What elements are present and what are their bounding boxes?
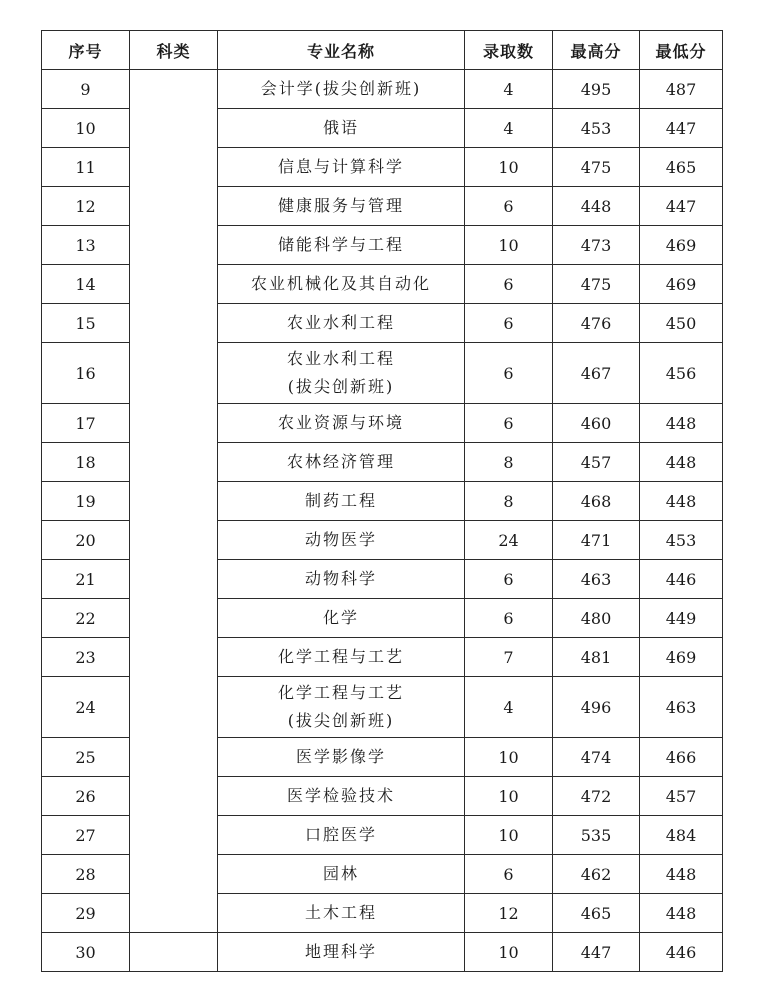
cell-serial-number: 30 bbox=[42, 933, 130, 972]
cell-lowest-score: 447 bbox=[640, 187, 723, 226]
header-lowest-score: 最低分 bbox=[640, 31, 723, 70]
cell-lowest-score: 456 bbox=[640, 343, 723, 404]
cell-serial-number: 10 bbox=[42, 109, 130, 148]
cell-admitted-count: 6 bbox=[465, 265, 553, 304]
major-name-line: 医学检验技术 bbox=[286, 786, 395, 805]
cell-major-name bbox=[218, 304, 465, 343]
cell-lowest-score: 469 bbox=[640, 226, 723, 265]
cell-admitted-count: 6 bbox=[465, 343, 553, 404]
cell-admitted-count: 10 bbox=[465, 148, 553, 187]
major-name-line: (拔尖创新班) bbox=[287, 377, 395, 396]
cell-highest-score: 462 bbox=[553, 855, 640, 894]
major-name-line: 化学工程与工艺 bbox=[277, 683, 404, 702]
cell-highest-score: 535 bbox=[553, 816, 640, 855]
cell-highest-score: 495 bbox=[553, 70, 640, 109]
table-row bbox=[42, 70, 723, 109]
cell-major-name bbox=[218, 343, 465, 404]
cell-lowest-score: 447 bbox=[640, 109, 723, 148]
cell-major-name bbox=[218, 560, 465, 599]
cell-admitted-count: 10 bbox=[465, 226, 553, 265]
cell-highest-score: 468 bbox=[553, 482, 640, 521]
cell-admitted-count: 6 bbox=[465, 404, 553, 443]
cell-serial-number: 18 bbox=[42, 443, 130, 482]
major-name-line: 农业资源与环境 bbox=[277, 413, 404, 432]
cell-admitted-count: 4 bbox=[465, 70, 553, 109]
cell-highest-score: 457 bbox=[553, 443, 640, 482]
major-name-line: 动物医学 bbox=[304, 530, 377, 549]
cell-major-name bbox=[218, 265, 465, 304]
cell-lowest-score: 448 bbox=[640, 482, 723, 521]
admission-scores-sheet bbox=[41, 30, 722, 972]
cell-serial-number: 19 bbox=[42, 482, 130, 521]
major-name-line: 农业水利工程 bbox=[286, 313, 395, 332]
cell-major-name bbox=[218, 933, 465, 972]
cell-serial-number: 21 bbox=[42, 560, 130, 599]
cell-lowest-score: 448 bbox=[640, 443, 723, 482]
major-name-line: 信息与计算科学 bbox=[277, 157, 404, 176]
cell-serial-number: 29 bbox=[42, 894, 130, 933]
cell-highest-score: 472 bbox=[553, 777, 640, 816]
cell-highest-score: 453 bbox=[553, 109, 640, 148]
cell-admitted-count: 4 bbox=[465, 109, 553, 148]
cell-lowest-score: 463 bbox=[640, 677, 723, 738]
major-name-line: 地理科学 bbox=[304, 942, 377, 961]
cell-admitted-count: 10 bbox=[465, 933, 553, 972]
cell-lowest-score: 469 bbox=[640, 265, 723, 304]
cell-admitted-count: 10 bbox=[465, 777, 553, 816]
header-category: 科类 bbox=[130, 31, 218, 70]
cell-major-name bbox=[218, 855, 465, 894]
cell-highest-score: 460 bbox=[553, 404, 640, 443]
table-body bbox=[42, 70, 723, 972]
cell-serial-number: 27 bbox=[42, 816, 130, 855]
major-name-line: 口腔医学 bbox=[304, 825, 377, 844]
cell-highest-score: 473 bbox=[553, 226, 640, 265]
cell-lowest-score: 448 bbox=[640, 894, 723, 933]
cell-admitted-count: 6 bbox=[465, 560, 553, 599]
cell-major-name bbox=[218, 404, 465, 443]
major-name-line: 制药工程 bbox=[304, 491, 377, 510]
cell-lowest-score: 446 bbox=[640, 560, 723, 599]
cell-highest-score: 447 bbox=[553, 933, 640, 972]
major-name-line: (拔尖创新班) bbox=[287, 711, 395, 730]
cell-lowest-score: 450 bbox=[640, 304, 723, 343]
cell-lowest-score: 484 bbox=[640, 816, 723, 855]
cell-serial-number: 22 bbox=[42, 599, 130, 638]
major-name-line: 医学影像学 bbox=[295, 747, 386, 766]
cell-serial-number: 28 bbox=[42, 855, 130, 894]
cell-lowest-score: 453 bbox=[640, 521, 723, 560]
major-name-line: 动物科学 bbox=[304, 569, 377, 588]
table-header-row bbox=[42, 31, 723, 70]
cell-highest-score: 476 bbox=[553, 304, 640, 343]
cell-serial-number: 17 bbox=[42, 404, 130, 443]
cell-serial-number: 16 bbox=[42, 343, 130, 404]
major-name-line: 化学 bbox=[322, 608, 359, 627]
cell-admitted-count: 10 bbox=[465, 738, 553, 777]
cell-lowest-score: 446 bbox=[640, 933, 723, 972]
major-name-line: 储能科学与工程 bbox=[277, 235, 404, 254]
cell-serial-number: 12 bbox=[42, 187, 130, 226]
header-major-name: 专业名称 bbox=[218, 31, 465, 70]
cell-major-name bbox=[218, 738, 465, 777]
cell-serial-number: 26 bbox=[42, 777, 130, 816]
cell-highest-score: 475 bbox=[553, 148, 640, 187]
cell-highest-score: 474 bbox=[553, 738, 640, 777]
cell-major-name bbox=[218, 70, 465, 109]
cell-serial-number: 15 bbox=[42, 304, 130, 343]
cell-major-name bbox=[218, 187, 465, 226]
cell-major-name bbox=[218, 109, 465, 148]
header-highest-score: 最高分 bbox=[553, 31, 640, 70]
cell-major-name bbox=[218, 148, 465, 187]
major-name-line: 园林 bbox=[322, 864, 359, 883]
admission-scores-table bbox=[41, 30, 723, 972]
cell-admitted-count: 8 bbox=[465, 482, 553, 521]
major-name-line: 农林经济管理 bbox=[286, 452, 395, 471]
cell-admitted-count: 6 bbox=[465, 304, 553, 343]
cell-admitted-count: 12 bbox=[465, 894, 553, 933]
cell-highest-score: 467 bbox=[553, 343, 640, 404]
cell-serial-number: 11 bbox=[42, 148, 130, 187]
cell-major-name bbox=[218, 894, 465, 933]
cell-highest-score: 475 bbox=[553, 265, 640, 304]
cell-major-name bbox=[218, 677, 465, 738]
cell-major-name bbox=[218, 482, 465, 521]
cell-admitted-count: 6 bbox=[465, 187, 553, 226]
header-admitted-count: 录取数 bbox=[465, 31, 553, 70]
cell-serial-number: 24 bbox=[42, 677, 130, 738]
cell-lowest-score: 448 bbox=[640, 404, 723, 443]
cell-serial-number: 20 bbox=[42, 521, 130, 560]
cell-category bbox=[130, 933, 218, 972]
cell-major-name bbox=[218, 777, 465, 816]
cell-lowest-score: 487 bbox=[640, 70, 723, 109]
cell-admitted-count: 6 bbox=[465, 599, 553, 638]
major-name-line: 化学工程与工艺 bbox=[277, 647, 404, 666]
cell-highest-score: 480 bbox=[553, 599, 640, 638]
cell-highest-score: 471 bbox=[553, 521, 640, 560]
cell-highest-score: 448 bbox=[553, 187, 640, 226]
cell-lowest-score: 465 bbox=[640, 148, 723, 187]
cell-admitted-count: 6 bbox=[465, 855, 553, 894]
cell-highest-score: 496 bbox=[553, 677, 640, 738]
header-serial-number: 序号 bbox=[42, 31, 130, 70]
cell-major-name bbox=[218, 226, 465, 265]
major-name-line: 农业水利工程 bbox=[286, 349, 395, 368]
cell-major-name bbox=[218, 638, 465, 677]
major-name-line: 农业机械化及其自动化 bbox=[250, 274, 431, 293]
cell-lowest-score: 457 bbox=[640, 777, 723, 816]
major-name-line: 土木工程 bbox=[304, 903, 377, 922]
cell-major-name bbox=[218, 816, 465, 855]
cell-serial-number: 23 bbox=[42, 638, 130, 677]
major-name-line: 会计学(拔尖创新班) bbox=[260, 79, 422, 98]
cell-admitted-count: 4 bbox=[465, 677, 553, 738]
cell-major-name bbox=[218, 521, 465, 560]
cell-major-name bbox=[218, 443, 465, 482]
cell-serial-number: 13 bbox=[42, 226, 130, 265]
cell-admitted-count: 10 bbox=[465, 816, 553, 855]
cell-serial-number: 9 bbox=[42, 70, 130, 109]
cell-lowest-score: 469 bbox=[640, 638, 723, 677]
cell-category-merged bbox=[130, 70, 218, 933]
cell-admitted-count: 24 bbox=[465, 521, 553, 560]
table-row bbox=[42, 933, 723, 972]
cell-lowest-score: 448 bbox=[640, 855, 723, 894]
major-name-line: 健康服务与管理 bbox=[277, 196, 404, 215]
cell-highest-score: 465 bbox=[553, 894, 640, 933]
cell-highest-score: 481 bbox=[553, 638, 640, 677]
cell-lowest-score: 449 bbox=[640, 599, 723, 638]
cell-serial-number: 25 bbox=[42, 738, 130, 777]
cell-major-name bbox=[218, 599, 465, 638]
cell-serial-number: 14 bbox=[42, 265, 130, 304]
major-name-line: 俄语 bbox=[322, 118, 359, 137]
cell-lowest-score: 466 bbox=[640, 738, 723, 777]
cell-highest-score: 463 bbox=[553, 560, 640, 599]
cell-admitted-count: 8 bbox=[465, 443, 553, 482]
cell-admitted-count: 7 bbox=[465, 638, 553, 677]
